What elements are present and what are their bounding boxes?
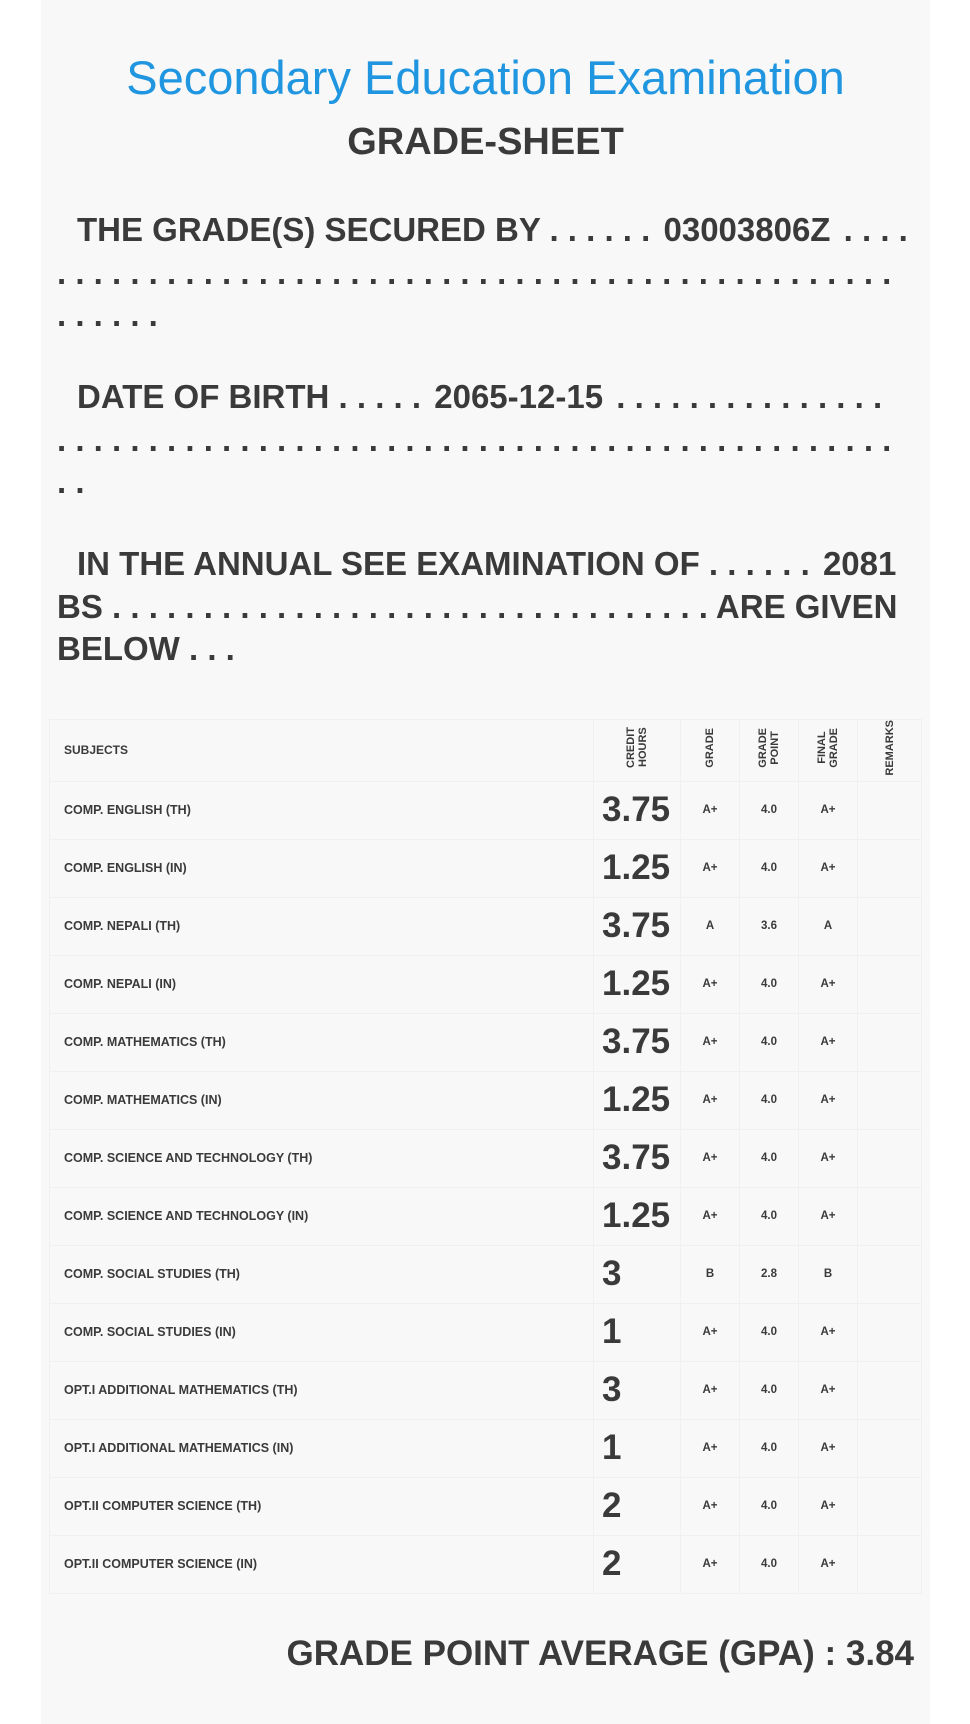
subject-cell: COMP. SOCIAL STUDIES (TH) — [50, 1245, 594, 1303]
credit-hours-cell: 2 — [594, 1535, 681, 1593]
subject-cell: OPT.II COMPUTER SCIENCE (TH) — [50, 1477, 594, 1535]
remarks-cell — [858, 839, 922, 897]
table-row — [50, 1361, 922, 1419]
header-grade: GRADE — [681, 720, 740, 782]
grade-cell: A+ — [681, 1187, 740, 1245]
dot-leader: . . . . . . . . . . . . . . . — [616, 378, 883, 415]
table-row — [50, 897, 922, 955]
table-row — [50, 955, 922, 1013]
subject-cell: OPT.I ADDITIONAL MATHEMATICS (TH) — [50, 1361, 594, 1419]
final-grade-cell: A+ — [799, 1013, 858, 1071]
grade-point-cell: 4.0 — [740, 1419, 799, 1477]
credit-hours-cell: 1.25 — [594, 839, 681, 897]
table-row — [50, 1129, 922, 1187]
credit-hours-cell: 1.25 — [594, 1071, 681, 1129]
grade-cell: A+ — [681, 1535, 740, 1593]
grade-point-cell: 3.6 — [740, 897, 799, 955]
final-grade-cell: A+ — [799, 1419, 858, 1477]
grade-cell: A+ — [681, 1013, 740, 1071]
final-grade-cell: A+ — [799, 1071, 858, 1129]
grade-point-cell: 4.0 — [740, 1071, 799, 1129]
table-row — [50, 781, 922, 839]
credit-hours-cell: 1 — [594, 1419, 681, 1477]
subject-cell: COMP. SCIENCE AND TECHNOLOGY (TH) — [50, 1129, 594, 1187]
exam-calendar: BS — [57, 588, 103, 625]
subject-cell: COMP. NEPALI (IN) — [50, 955, 594, 1013]
grade-cell: A+ — [681, 1303, 740, 1361]
gpa-value: 3.84 — [845, 1634, 914, 1673]
subject-cell: COMP. MATHEMATICS (TH) — [50, 1013, 594, 1071]
grade-cell: A+ — [681, 955, 740, 1013]
final-grade-cell: A+ — [799, 955, 858, 1013]
final-grade-cell: A+ — [799, 781, 858, 839]
dot-leader-line: . . . . . . . . . . . . . . . . . . . . . . . . . . . . . . . . . . . . . . . . . . . . . . — [57, 254, 892, 291]
table-row — [50, 1477, 922, 1535]
dot-leader: . . . . . . — [549, 211, 651, 248]
credit-hours-cell: 2 — [594, 1477, 681, 1535]
grade-cell: A+ — [681, 1477, 740, 1535]
credit-hours-cell: 3.75 — [594, 781, 681, 839]
credit-hours-cell: 3.75 — [594, 897, 681, 955]
grade-point-cell: 4.0 — [740, 839, 799, 897]
credit-hours-cell: 1.25 — [594, 1187, 681, 1245]
final-grade-cell: A+ — [799, 1535, 858, 1593]
subject-cell: COMP. ENGLISH (IN) — [50, 839, 594, 897]
final-grade-cell: A+ — [799, 1303, 858, 1361]
table-row — [50, 839, 922, 897]
remarks-cell — [858, 1419, 922, 1477]
sheet-subtitle: GRADE-SHEET — [347, 121, 624, 163]
table-row — [50, 1187, 922, 1245]
remarks-cell — [858, 1477, 922, 1535]
grade-cell: A+ — [681, 1071, 740, 1129]
grade-point-cell: 4.0 — [740, 1129, 799, 1187]
gpa-line — [286, 1632, 914, 1676]
credit-hours-cell: 3.75 — [594, 1129, 681, 1187]
dob-value: 2065-12-15 — [434, 378, 604, 415]
final-grade-cell: B — [799, 1245, 858, 1303]
grade-cell: A+ — [681, 1129, 740, 1187]
grade-cell: A — [681, 897, 740, 955]
grade-point-cell: 4.0 — [740, 1303, 799, 1361]
credit-hours-cell: 3 — [594, 1361, 681, 1419]
table-row — [50, 1071, 922, 1129]
final-grade-cell: A+ — [799, 1129, 858, 1187]
secured-by-label: THE GRADE(S) SECURED BY — [77, 211, 541, 248]
remarks-cell — [858, 1071, 922, 1129]
dot-leader-line: . . . . . . . . . . . . . . . . . . . . . . . . . . . . . . . . . . . . . . . . . . . . . . — [57, 421, 892, 458]
grade-point-cell: 4.0 — [740, 1477, 799, 1535]
grade-cell: A+ — [681, 839, 740, 897]
dot-leader: . . . . . . — [708, 545, 810, 582]
remarks-cell — [858, 1129, 922, 1187]
subject-cell: COMP. SOCIAL STUDIES (IN) — [50, 1303, 594, 1361]
subject-cell: OPT.II COMPUTER SCIENCE (IN) — [50, 1535, 594, 1593]
table-row — [50, 1419, 922, 1477]
remarks-cell — [858, 955, 922, 1013]
remarks-cell — [858, 1535, 922, 1593]
dob-line — [57, 376, 917, 418]
subject-cell: COMP. NEPALI (TH) — [50, 897, 594, 955]
final-grade-cell: A+ — [799, 1477, 858, 1535]
grade-cell: A+ — [681, 781, 740, 839]
remarks-cell — [858, 1013, 922, 1071]
grade-point-cell: 2.8 — [740, 1245, 799, 1303]
symbol-number: 03003806Z — [663, 211, 831, 248]
header-subjects: SUBJECTS — [50, 720, 594, 782]
remarks-cell — [858, 1187, 922, 1245]
grade-point-cell: 4.0 — [740, 1013, 799, 1071]
grade-point-cell: 4.0 — [740, 1187, 799, 1245]
exam-year: 2081 — [822, 545, 897, 582]
gpa-label: GRADE POINT AVERAGE (GPA) : — [286, 1634, 837, 1673]
exam-below-text: BELOW . . . — [57, 630, 235, 667]
header-remarks: REMARKS — [858, 720, 922, 782]
subject-cell: COMP. MATHEMATICS (IN) — [50, 1071, 594, 1129]
exam-given-text: ARE GIVEN — [715, 588, 898, 625]
dot-leader: . . . . — [843, 211, 908, 248]
dot-leader-line: . . — [57, 463, 85, 500]
final-grade-cell: A+ — [799, 1361, 858, 1419]
exam-line — [57, 543, 917, 585]
dot-leader: . . . . . . . . . . . . . . . . . . . . . . . . . . . . . . . . . — [112, 588, 708, 625]
credit-hours-cell: 1 — [594, 1303, 681, 1361]
table-row — [50, 1535, 922, 1593]
grade-cell: A+ — [681, 1419, 740, 1477]
subject-cell: COMP. ENGLISH (TH) — [50, 781, 594, 839]
header-grade-point: GRADE POINT — [740, 720, 799, 782]
header-credit-hours: CREDIT HOURS — [594, 720, 681, 782]
grade-cell: A+ — [681, 1361, 740, 1419]
header-final-grade: FINAL GRADE — [799, 720, 858, 782]
grade-point-cell: 4.0 — [740, 781, 799, 839]
table-header-row — [50, 720, 922, 782]
grade-sheet — [41, 0, 930, 1724]
grade-point-cell: 4.0 — [740, 955, 799, 1013]
remarks-cell — [858, 1303, 922, 1361]
final-grade-cell: A+ — [799, 1187, 858, 1245]
table-row — [50, 1245, 922, 1303]
exam-line-2 — [57, 586, 917, 628]
dot-leader: . . . . . — [338, 378, 422, 415]
credit-hours-cell: 3.75 — [594, 1013, 681, 1071]
exam-title: Secondary Education Examination — [126, 51, 845, 104]
dot-leader-line: . . . . . . — [57, 296, 158, 333]
grades-table — [49, 719, 922, 1594]
table-row — [50, 1303, 922, 1361]
dob-label: DATE OF BIRTH — [77, 378, 330, 415]
credit-hours-cell: 3 — [594, 1245, 681, 1303]
table-row — [50, 1013, 922, 1071]
remarks-cell — [858, 1361, 922, 1419]
subject-cell: OPT.I ADDITIONAL MATHEMATICS (IN) — [50, 1419, 594, 1477]
grade-cell: B — [681, 1245, 740, 1303]
remarks-cell — [858, 1245, 922, 1303]
credit-hours-cell: 1.25 — [594, 955, 681, 1013]
final-grade-cell: A — [799, 897, 858, 955]
remarks-cell — [858, 781, 922, 839]
secured-by-line — [57, 209, 917, 251]
remarks-cell — [858, 897, 922, 955]
grade-point-cell: 4.0 — [740, 1535, 799, 1593]
grade-point-cell: 4.0 — [740, 1361, 799, 1419]
exam-label: IN THE ANNUAL SEE EXAMINATION OF — [77, 545, 700, 582]
final-grade-cell: A+ — [799, 839, 858, 897]
subject-cell: COMP. SCIENCE AND TECHNOLOGY (IN) — [50, 1187, 594, 1245]
